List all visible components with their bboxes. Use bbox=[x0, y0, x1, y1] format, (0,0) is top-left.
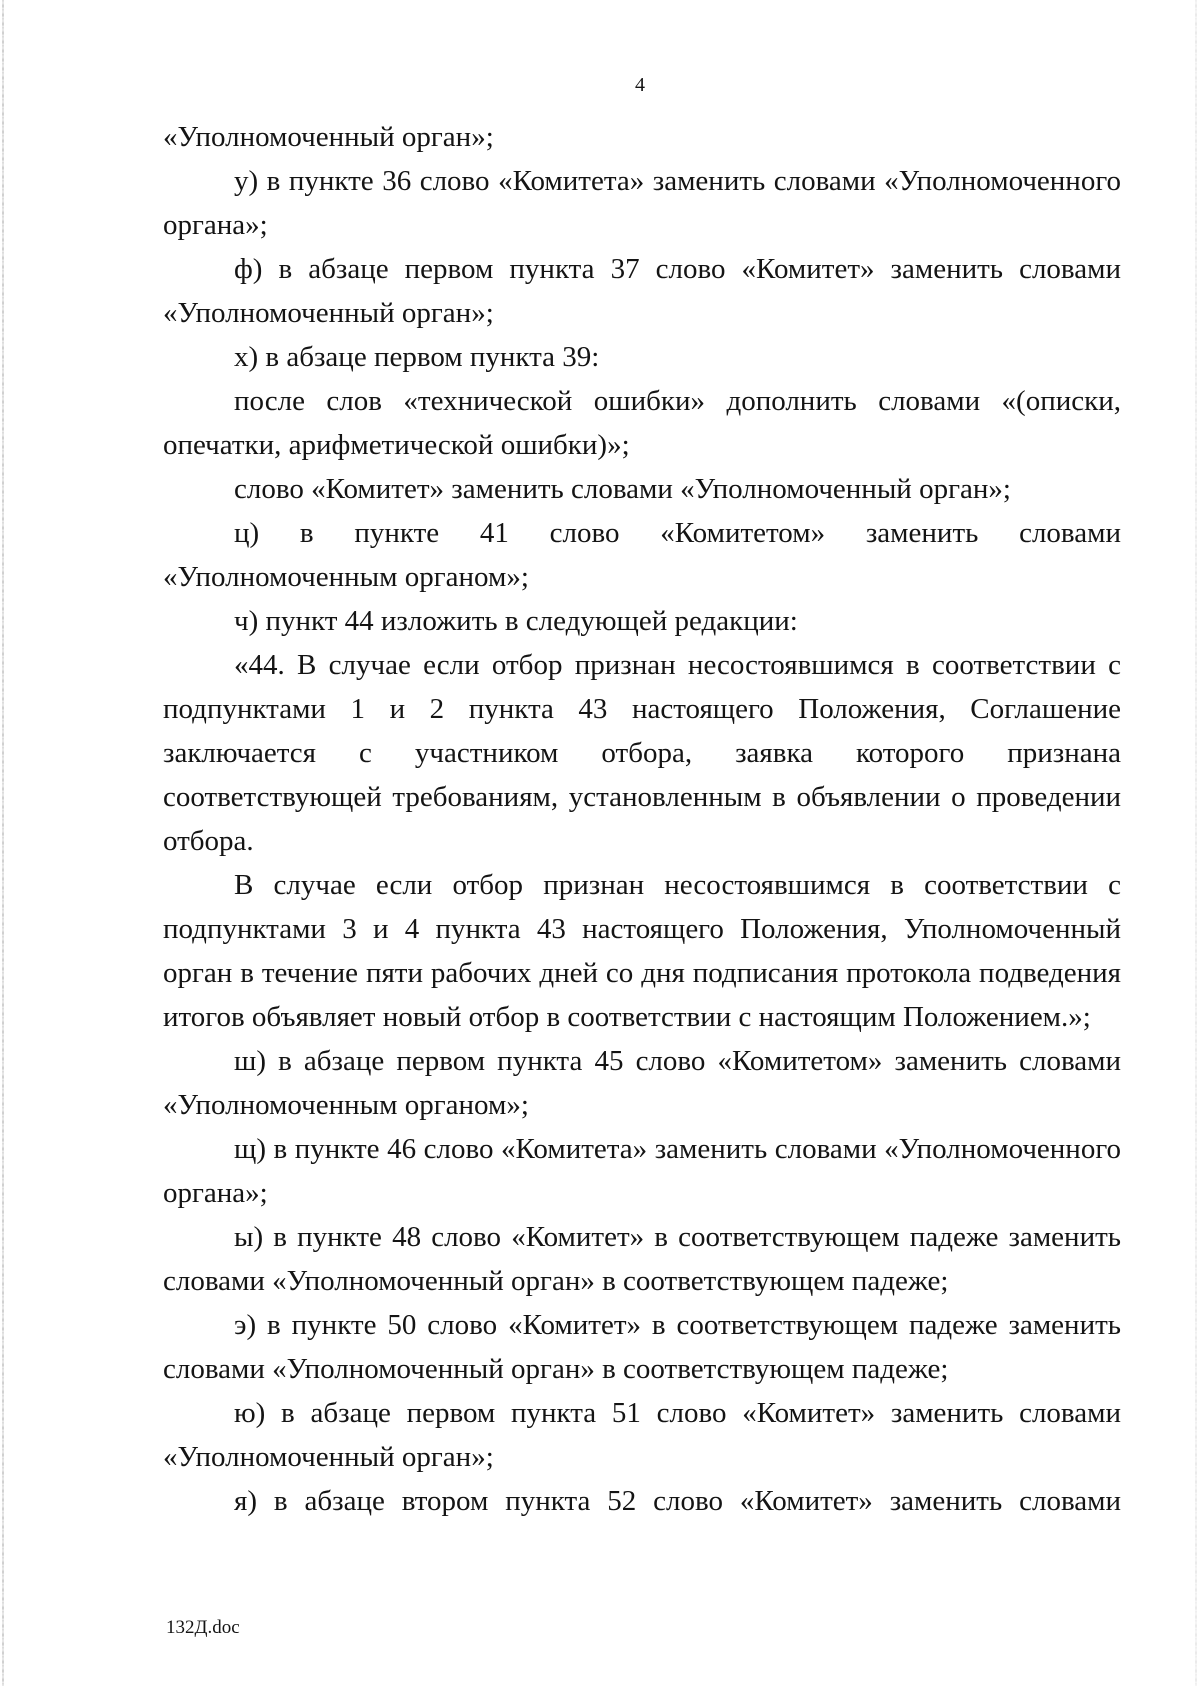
paragraph: ш) в абзаце первом пункта 45 слово «Комитетом» заменить словами «Уполномоченным органом»; bbox=[163, 1045, 1121, 1121]
paragraph: «44. В случае если отбор признан несостоявшимся в соответствии с подпунктами 1 и 2 пункта 43 настоящего Положения, Соглашение заключается с участником отбора, заявка которого признана соответствующей требованиям, установленным в объявлении о проведении отбора. bbox=[163, 649, 1121, 857]
scan-right-edge bbox=[1195, 0, 1197, 1686]
paragraph: ч) пункт 44 изложить в следующей редакции: bbox=[234, 605, 798, 637]
paragraph: ф) в абзаце первом пункта 37 слово «Комитет» заменить словами «Уполномоченный орган»; bbox=[163, 253, 1121, 329]
paragraph: после слов «технической ошибки» дополнить словами «(описки, опечатки, арифметической ошибки)»; bbox=[163, 385, 1121, 461]
paragraph: э) в пункте 50 слово «Комитет» в соответствующем падеже заменить словами «Уполномоченный орган» в соответствующем падеже; bbox=[163, 1309, 1121, 1385]
paragraph: «Уполномоченный орган»; bbox=[163, 121, 494, 153]
document-body bbox=[163, 115, 1121, 1523]
paragraph: ы) в пункте 48 слово «Комитет» в соответствующем падеже заменить словами «Уполномоченный орган» в соответствующем падеже; bbox=[163, 1221, 1121, 1297]
paragraph: я) в абзаце втором пункта 52 слово «Комитет» заменить словами bbox=[234, 1485, 1121, 1517]
paragraph: у) в пункте 36 слово «Комитета» заменить словами «Уполномоченного органа»; bbox=[163, 165, 1121, 241]
paragraph: щ) в пункте 46 слово «Комитета» заменить словами «Уполномоченного органа»; bbox=[163, 1133, 1121, 1209]
page-number: 4 bbox=[635, 74, 645, 96]
paragraph: х) в абзаце первом пункта 39: bbox=[234, 341, 600, 373]
scan-left-edge bbox=[2, 0, 4, 1686]
paragraph: ю) в абзаце первом пункта 51 слово «Комитет» заменить словами «Уполномоченный орган»; bbox=[163, 1397, 1121, 1473]
paragraph: слово «Комитет» заменить словами «Уполномоченный орган»; bbox=[234, 473, 1011, 505]
paragraph: ц) в пункте 41 слово «Комитетом» заменить словами «Уполномоченным органом»; bbox=[163, 517, 1121, 593]
footer-filename: 132Д.doc bbox=[166, 1617, 240, 1638]
paragraph: В случае если отбор признан несостоявшимся в соответствии с подпунктами 3 и 4 пункта 43 настоящего Положения, Уполномоченный орган в течение пяти рабочих дней со дня подписания протокола подведения итогов объявляет новый отбор в соответствии с настоящим Положением.»; bbox=[163, 869, 1121, 1033]
